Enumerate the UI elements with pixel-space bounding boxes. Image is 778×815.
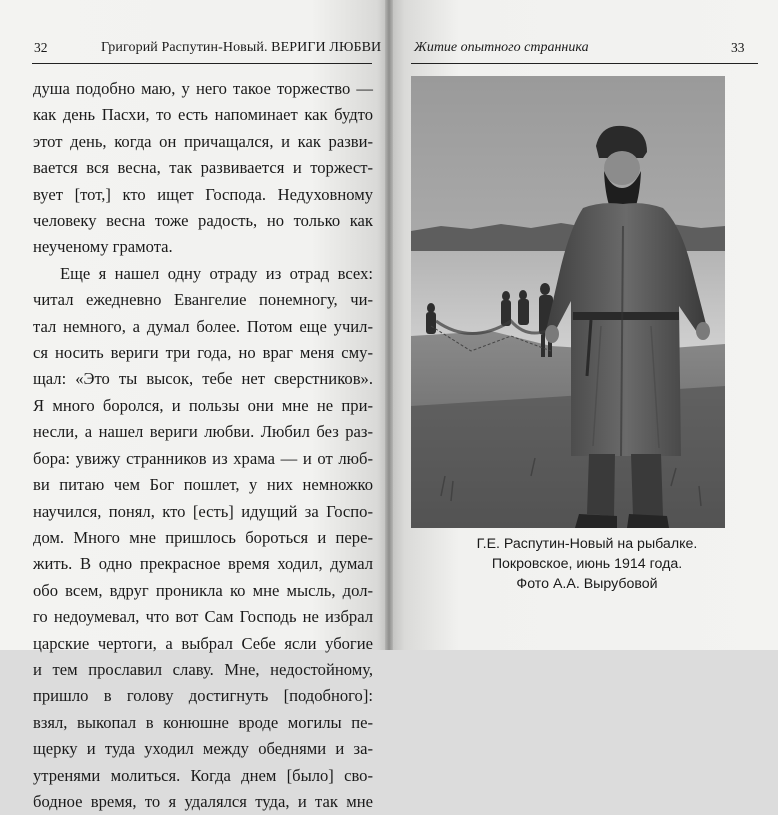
- text-line: этот день, когда он причащался, и как разви-: [33, 131, 373, 151]
- caption-line: Фото А.А. Вырубовой: [516, 576, 658, 592]
- text-line: щал: «Это ты высок, тебе нет сверстников».: [33, 369, 373, 389]
- text-line: тал немного, а думал более. Потом еще учил-: [33, 316, 373, 336]
- text-line: пришло в голову достигнуть [подобного]:: [33, 686, 373, 706]
- header-rule-right: [411, 63, 758, 64]
- text-line: неученому грамота.: [33, 237, 173, 257]
- page-number-right: 33: [731, 40, 745, 55]
- text-line: взял, выкопал в конюшне вроде могилы пе-: [33, 712, 373, 732]
- text-line: царские чертоги, а выбрал Себе ясли убогие: [33, 633, 373, 653]
- text-line: душа подобно маю, у него такое торжество —: [33, 79, 373, 98]
- text-line: Еще я нашел одну отраду из отрад всех:: [60, 263, 373, 283]
- text-line: бора: увижу странников из храма — и от люб-: [33, 448, 373, 468]
- running-head-left: Григорий Распутин-Новый. ВЕРИГИ ЛЮБВИ: [101, 40, 382, 55]
- text-line: го недоумевал, что вот Сам Господь не избрал: [33, 607, 373, 627]
- text-line: ся носить вериги три года, но враг меня сму-: [33, 343, 373, 363]
- right-page: [389, 0, 778, 650]
- text-line: утренями молиться. Когда днем [было] сво-: [33, 765, 373, 785]
- page-number-left: 32: [34, 40, 48, 55]
- text-line: обо всем, вдруг проникла ко мне мысль, дол-: [33, 580, 373, 600]
- caption-line: Г.Е. Распутин-Новый на рыбалке.: [476, 536, 698, 552]
- caption-line: Покровское, июнь 1914 года.: [491, 556, 683, 572]
- text-line: ви питаю чем Бог пошлет, у них немножко: [33, 475, 373, 495]
- text-line: жить. В одно прекрасное время ходил, думал: [33, 554, 373, 574]
- text-line: бодное время, то я удалялся туда, и так мне: [33, 791, 373, 811]
- body-text: [33, 76, 373, 815]
- text-line: Я много боролся, и пользы они мне не при-: [33, 395, 373, 415]
- text-line: научился, понял, кто [есть] идущий за Госпо-: [33, 501, 373, 521]
- text-line: несли, а нашел вериги любви. Любил без раз-: [33, 422, 373, 442]
- header-rule-left: [32, 63, 372, 64]
- text-line: вует [тот,] кто ищет Господа. Недуховному: [33, 184, 373, 204]
- text-line: читал ежедневно Евангелие понемногу, чи-: [33, 290, 373, 310]
- book-gutter: [385, 0, 393, 650]
- text-line: как день Пасхи, то есть напоминает как будто: [33, 105, 373, 125]
- left-page: [0, 0, 389, 811]
- photograph-fisherman-icon: [411, 76, 725, 528]
- text-line: и тем прославил славу. Мне, недостойному,: [33, 659, 373, 679]
- text-line: человеку весна тоже радость, но только как: [33, 211, 373, 231]
- text-line: щерку и туда уходил между обеднями и за-: [33, 739, 373, 759]
- running-head-right: Житие опытного странника: [414, 40, 589, 55]
- text-line: вается вся весна, так развивается и торжест-: [33, 158, 373, 178]
- photo-caption: [411, 534, 763, 594]
- text-line: дом. Много мне пришлось бороться и пере-: [33, 527, 373, 547]
